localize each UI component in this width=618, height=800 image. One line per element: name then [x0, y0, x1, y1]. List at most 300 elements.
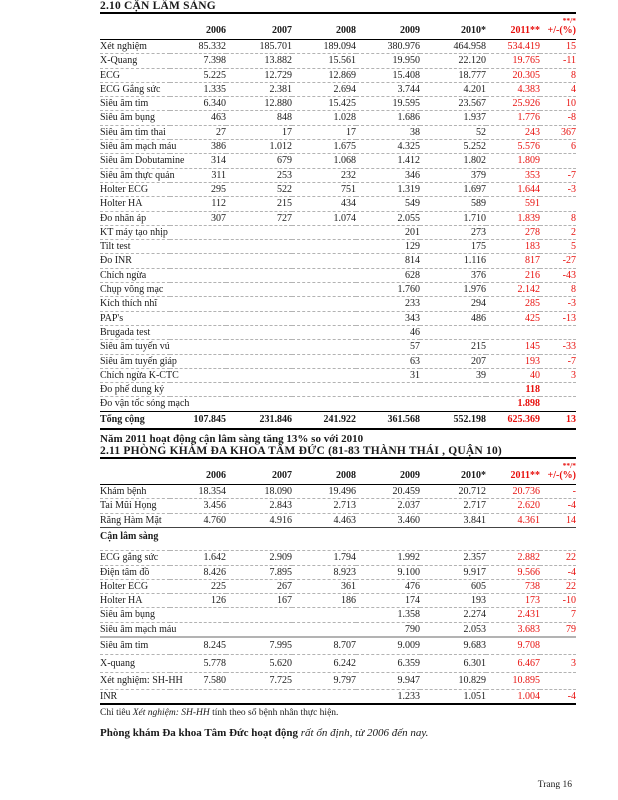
- header-note-cell: [420, 13, 486, 25]
- value-cell: 4.201: [420, 82, 486, 96]
- value-cell: [170, 240, 226, 254]
- year-header-cell: 2009: [356, 470, 420, 485]
- value-cell: [486, 325, 540, 339]
- footnote-suffix: tính theo số bệnh nhân thực hiện.: [209, 708, 339, 719]
- value-cell: [420, 325, 486, 339]
- lab-services-table: [100, 12, 576, 430]
- value-cell: 112: [170, 197, 226, 211]
- value-cell: 174: [356, 594, 420, 608]
- value-cell: 4.361: [486, 513, 540, 527]
- value-cell: -33: [540, 340, 576, 354]
- year-header-cell: 2008: [292, 470, 356, 485]
- value-cell: 17: [292, 125, 356, 139]
- table-row: [100, 154, 576, 168]
- value-cell: 1.675: [292, 140, 356, 154]
- value-cell: -4: [540, 689, 576, 704]
- row-label: Holter ECG: [100, 182, 170, 196]
- table-row: [100, 565, 576, 579]
- value-cell: -4: [540, 499, 576, 513]
- row-label: Răng Hàm Mặt: [100, 513, 170, 527]
- row-label: Xét nghiệm: SH-HH: [100, 672, 170, 689]
- table-row: [100, 499, 576, 513]
- row-label: ECG Gắng sức: [100, 82, 170, 96]
- value-cell: 20.712: [420, 485, 486, 499]
- value-cell: 2.357: [420, 551, 486, 565]
- value-cell: [292, 283, 356, 297]
- value-cell: [170, 325, 226, 339]
- value-cell: 1.358: [356, 608, 420, 622]
- table-row: [100, 225, 576, 239]
- value-cell: 3.841: [420, 513, 486, 527]
- value-cell: 3.744: [356, 82, 420, 96]
- value-cell: 232: [292, 168, 356, 182]
- value-cell: -3: [540, 297, 576, 311]
- value-cell: 1.412: [356, 154, 420, 168]
- value-cell: [292, 608, 356, 622]
- value-cell: 464.958: [420, 40, 486, 54]
- value-cell: [170, 354, 226, 368]
- value-cell: 679: [226, 154, 292, 168]
- row-label: Đo nhãn áp: [100, 211, 170, 225]
- value-cell: 4.383: [486, 82, 540, 96]
- value-cell: 285: [486, 297, 540, 311]
- section-2-10-title: 2.10 CẬN LÂM SÀNG: [100, 0, 216, 12]
- value-cell: 9.566: [486, 565, 540, 579]
- value-cell: 367: [540, 125, 576, 139]
- value-cell: 7.398: [170, 54, 226, 68]
- value-cell: 1.644: [486, 182, 540, 196]
- value-cell: 52: [420, 125, 486, 139]
- value-cell: [226, 354, 292, 368]
- row-label: Đo vận tốc sóng mạch: [100, 398, 190, 410]
- value-cell: 295: [170, 182, 226, 196]
- year-header-cell: 2010*: [420, 470, 486, 485]
- header-note-cell: **/*: [562, 461, 576, 471]
- value-cell: 1.776: [486, 111, 540, 125]
- value-cell: 57: [356, 340, 420, 354]
- table-row: [100, 637, 576, 655]
- value-cell: 20.736: [486, 485, 540, 499]
- table-row: [100, 168, 576, 182]
- year-header-cell: +/-(%): [540, 470, 576, 485]
- value-cell: 1.642: [170, 551, 226, 565]
- value-cell: 14: [540, 513, 576, 527]
- year-header-cell: +/-(%): [540, 25, 576, 40]
- table-row: [100, 655, 576, 672]
- table-row: [100, 513, 576, 527]
- value-cell: 1.335: [170, 82, 226, 96]
- value-cell: 8.426: [170, 565, 226, 579]
- value-cell: 22: [540, 551, 576, 565]
- value-cell: 589: [420, 197, 486, 211]
- value-cell: [226, 608, 292, 622]
- row-label: Holter HA: [100, 197, 170, 211]
- row-label: Xét nghiệm: [100, 40, 170, 54]
- value-cell: 346: [356, 168, 420, 182]
- value-cell: [292, 240, 356, 254]
- value-cell: 9.797: [292, 672, 356, 689]
- value-cell: 3.456: [170, 499, 226, 513]
- table-row: [100, 527, 576, 550]
- value-cell: -8: [540, 111, 576, 125]
- table-row: [100, 82, 576, 96]
- value-cell: 2.037: [356, 499, 420, 513]
- table-row: [100, 182, 576, 196]
- value-cell: 267: [226, 579, 292, 593]
- value-cell: 534.419: [486, 40, 540, 54]
- value-cell: 6.467: [486, 655, 540, 672]
- value-cell: 522: [226, 182, 292, 196]
- header-note-cell: [292, 458, 356, 470]
- value-cell: 8: [540, 211, 576, 225]
- value-cell: 380.976: [356, 40, 420, 54]
- value-cell: 201: [356, 225, 420, 239]
- value-cell: 22: [540, 579, 576, 593]
- header-note-cell: [170, 13, 226, 25]
- value-cell: [170, 268, 226, 282]
- value-cell: [292, 254, 356, 268]
- value-cell: 6: [540, 140, 576, 154]
- table-row: [100, 311, 576, 325]
- value-cell: 1.116: [420, 254, 486, 268]
- value-cell: 38: [356, 125, 420, 139]
- table-row: [100, 383, 576, 397]
- value-cell: [292, 383, 356, 397]
- value-cell: [540, 154, 576, 168]
- table-row: [100, 397, 576, 411]
- value-cell: 1.992: [356, 551, 420, 565]
- value-cell: 1.809: [486, 154, 540, 168]
- value-cell: 12.869: [292, 68, 356, 82]
- value-cell: [170, 297, 226, 311]
- value-cell: [292, 397, 356, 411]
- row-label: PAP's: [100, 311, 170, 325]
- value-cell: 193: [486, 354, 540, 368]
- value-cell: 361.568: [356, 411, 420, 429]
- subsection-label: Cận lâm sàng: [100, 527, 576, 550]
- value-cell: [226, 340, 292, 354]
- value-cell: 2.274: [420, 608, 486, 622]
- header-footnote-row: [100, 458, 576, 470]
- value-cell: 5.225: [170, 68, 226, 82]
- table-row: [100, 672, 576, 689]
- value-cell: 1.794: [292, 551, 356, 565]
- value-cell: 15.408: [356, 68, 420, 82]
- value-cell: 3.683: [486, 622, 540, 637]
- value-cell: 207: [420, 354, 486, 368]
- year-header-cell: 2009: [356, 25, 420, 40]
- table-row: [100, 111, 576, 125]
- value-cell: 486: [420, 311, 486, 325]
- value-cell: 463: [170, 111, 226, 125]
- header-note-cell: [420, 458, 486, 470]
- table-row: [100, 608, 576, 622]
- value-cell: -4: [540, 565, 576, 579]
- value-cell: -: [540, 485, 576, 499]
- table-header: [100, 458, 576, 485]
- value-cell: 7: [540, 608, 576, 622]
- row-label: Siêu âm tim: [100, 637, 170, 655]
- value-cell: [226, 622, 292, 637]
- value-cell: 6.340: [170, 97, 226, 111]
- value-cell: [292, 268, 356, 282]
- row-label: Holter ECG: [100, 579, 170, 593]
- value-cell: 386: [170, 140, 226, 154]
- value-cell: 20.459: [356, 485, 420, 499]
- value-cell: 1.074: [292, 211, 356, 225]
- table-footnote: [100, 708, 578, 718]
- value-cell: 1.937: [420, 111, 486, 125]
- value-cell: 13.882: [226, 54, 292, 68]
- value-cell: [292, 368, 356, 382]
- value-cell: 278: [486, 225, 540, 239]
- table-row: [100, 54, 576, 68]
- value-cell: 307: [170, 211, 226, 225]
- value-cell: 129: [356, 240, 420, 254]
- value-cell: 434: [292, 197, 356, 211]
- value-cell: 476: [356, 579, 420, 593]
- page-content: [100, 0, 578, 739]
- value-cell: [420, 397, 486, 411]
- row-label: Siêu âm mạch máu: [100, 141, 177, 153]
- value-cell: 253: [226, 168, 292, 182]
- lab-growth-note: Năm 2011 hoạt động cận lâm sàng tăng 13% so với 2010: [100, 433, 364, 446]
- table-row: [100, 485, 576, 499]
- value-cell: 9.009: [356, 637, 420, 655]
- value-cell: [292, 340, 356, 354]
- value-cell: 605: [420, 579, 486, 593]
- value-cell: 10.829: [420, 672, 486, 689]
- value-cell: [356, 397, 420, 411]
- row-label: Siêu âm bụng: [100, 111, 170, 125]
- value-cell: 85.332: [170, 40, 226, 54]
- value-cell: 8: [540, 68, 576, 82]
- value-cell: 343: [356, 311, 420, 325]
- value-cell: 20.305: [486, 68, 540, 82]
- value-cell: [170, 311, 226, 325]
- value-cell: 1.068: [292, 154, 356, 168]
- footnote-italic-term: Xét nghiệm: SH-HH: [132, 708, 210, 719]
- value-cell: 552.198: [420, 411, 486, 429]
- value-cell: [540, 637, 576, 655]
- value-cell: 15.425: [292, 97, 356, 111]
- table-row: [100, 97, 576, 111]
- value-cell: 814: [356, 254, 420, 268]
- year-header-cell: 2010*: [420, 25, 486, 40]
- table-row: [100, 40, 576, 54]
- value-cell: 7.725: [226, 672, 292, 689]
- value-cell: [540, 672, 576, 689]
- value-cell: 63: [356, 354, 420, 368]
- header-note-cell: [356, 458, 420, 470]
- row-label: INR: [100, 689, 170, 704]
- value-cell: [226, 225, 292, 239]
- value-cell: [170, 283, 226, 297]
- table-row: [100, 140, 576, 154]
- conclusion-italic: rất ổn định, từ 2006 đến nay.: [298, 727, 429, 740]
- row-label: Siêu âm bụng: [100, 608, 170, 622]
- value-cell: 1.028: [292, 111, 356, 125]
- value-cell: 18.354: [170, 485, 226, 499]
- section-2-11-title: 2.11 PHÒNG KHÁM ĐA KHOA TÂM ĐỨC (81-83 THÀNH THÁI , QUẬN 10): [100, 445, 502, 458]
- year-header-cell: 2006: [170, 470, 226, 485]
- value-cell: [540, 197, 576, 211]
- value-cell: 10.895: [486, 672, 540, 689]
- value-cell: [170, 254, 226, 268]
- value-cell: -10: [540, 594, 576, 608]
- value-cell: [226, 689, 292, 704]
- table-row: [100, 579, 576, 593]
- value-cell: 1.839: [486, 211, 540, 225]
- value-cell: [226, 383, 292, 397]
- header-note-cell: [486, 458, 540, 470]
- value-cell: 314: [170, 154, 226, 168]
- value-cell: [292, 689, 356, 704]
- value-cell: 738: [486, 579, 540, 593]
- table-row: [100, 325, 576, 339]
- value-cell: 8.245: [170, 637, 226, 655]
- value-cell: 9.683: [420, 637, 486, 655]
- value-cell: 1.233: [356, 689, 420, 704]
- value-cell: 231.846: [226, 411, 292, 429]
- table-row: [100, 268, 576, 282]
- value-cell: 12.729: [226, 68, 292, 82]
- year-header-cell: 2008: [292, 25, 356, 40]
- value-cell: 175: [420, 240, 486, 254]
- value-cell: 216: [486, 268, 540, 282]
- value-cell: [292, 325, 356, 339]
- value-cell: 4: [540, 82, 576, 96]
- row-label: Tổng cộng: [100, 411, 170, 429]
- row-label: Siêu âm tim: [100, 97, 170, 111]
- value-cell: 727: [226, 211, 292, 225]
- value-cell: 2.713: [292, 499, 356, 513]
- value-cell: 2.381: [226, 82, 292, 96]
- value-cell: [292, 354, 356, 368]
- value-cell: 7.895: [226, 565, 292, 579]
- value-cell: [226, 397, 292, 411]
- value-cell: 425: [486, 311, 540, 325]
- row-label: X-Quang: [100, 54, 170, 68]
- value-cell: 1.686: [356, 111, 420, 125]
- table-row: [100, 283, 576, 297]
- value-cell: 22.120: [420, 54, 486, 68]
- value-cell: 10: [540, 97, 576, 111]
- value-cell: 1.012: [226, 140, 292, 154]
- value-cell: 185.701: [226, 40, 292, 54]
- value-cell: [226, 240, 292, 254]
- year-header-cell: [100, 25, 170, 40]
- value-cell: [170, 383, 226, 397]
- value-cell: 1.004: [486, 689, 540, 704]
- table-body: [100, 40, 576, 430]
- value-cell: 5.252: [420, 140, 486, 154]
- value-cell: 5.576: [486, 140, 540, 154]
- value-cell: 19.595: [356, 97, 420, 111]
- table-row: [100, 368, 576, 382]
- value-cell: 9.947: [356, 672, 420, 689]
- value-cell: 167: [226, 594, 292, 608]
- value-cell: 2.431: [486, 608, 540, 622]
- value-cell: 5: [540, 240, 576, 254]
- value-cell: 3: [540, 368, 576, 382]
- value-cell: 3.460: [356, 513, 420, 527]
- row-label: Chụp võng mạc: [100, 283, 170, 297]
- value-cell: 31: [356, 368, 420, 382]
- value-cell: [170, 689, 226, 704]
- value-cell: 628: [356, 268, 420, 282]
- value-cell: 4.916: [226, 513, 292, 527]
- value-cell: [226, 325, 292, 339]
- row-label: Siêu âm mạch máu: [100, 622, 170, 637]
- table-header: [100, 13, 576, 40]
- value-cell: 2.843: [226, 499, 292, 513]
- row-label: Siêu âm tim thai: [100, 125, 170, 139]
- value-cell: 4.325: [356, 140, 420, 154]
- value-cell: 243: [486, 125, 540, 139]
- value-cell: 6.301: [420, 655, 486, 672]
- value-cell: 2.909: [226, 551, 292, 565]
- value-cell: 4.760: [170, 513, 226, 527]
- value-cell: 145: [486, 340, 540, 354]
- value-cell: 46: [356, 325, 420, 339]
- value-cell: 25.926: [486, 97, 540, 111]
- value-cell: -11: [540, 54, 576, 68]
- value-cell: [226, 368, 292, 382]
- value-cell: 19.765: [486, 54, 540, 68]
- value-cell: 3: [540, 655, 576, 672]
- value-cell: 118: [486, 383, 540, 397]
- value-cell: [226, 297, 292, 311]
- table-row: [100, 551, 576, 565]
- row-label: Tilt test: [100, 240, 170, 254]
- value-cell: 2.717: [420, 499, 486, 513]
- value-cell: 4.463: [292, 513, 356, 527]
- value-cell: 19.950: [356, 54, 420, 68]
- value-cell: [170, 622, 226, 637]
- value-cell: 215: [420, 340, 486, 354]
- value-cell: 1.976: [420, 283, 486, 297]
- row-label: X-quang: [100, 655, 170, 672]
- table-row: [100, 125, 576, 139]
- conclusion-line: [100, 727, 578, 739]
- value-cell: 15.561: [292, 54, 356, 68]
- value-cell: 9.100: [356, 565, 420, 579]
- value-cell: 215: [226, 197, 292, 211]
- header-note-cell: [170, 458, 226, 470]
- year-header-cell: 2007: [226, 25, 292, 40]
- header-note-cell: [292, 13, 356, 25]
- value-cell: 39: [420, 368, 486, 382]
- value-cell: 13: [540, 411, 576, 429]
- header-note-cell: [486, 13, 540, 25]
- value-cell: 2.053: [420, 622, 486, 637]
- value-cell: 8.707: [292, 637, 356, 655]
- table-row: [100, 594, 576, 608]
- value-cell: 790: [356, 622, 420, 637]
- value-cell: 353: [486, 168, 540, 182]
- header-note-cell: [100, 458, 170, 470]
- value-cell: 15: [540, 40, 576, 54]
- table-row: [100, 68, 576, 82]
- value-cell: 2.055: [356, 211, 420, 225]
- table-row: [100, 240, 576, 254]
- value-cell: 376: [420, 268, 486, 282]
- value-cell: 2.694: [292, 82, 356, 96]
- value-cell: 1.760: [356, 283, 420, 297]
- value-cell: [170, 340, 226, 354]
- value-cell: [170, 225, 226, 239]
